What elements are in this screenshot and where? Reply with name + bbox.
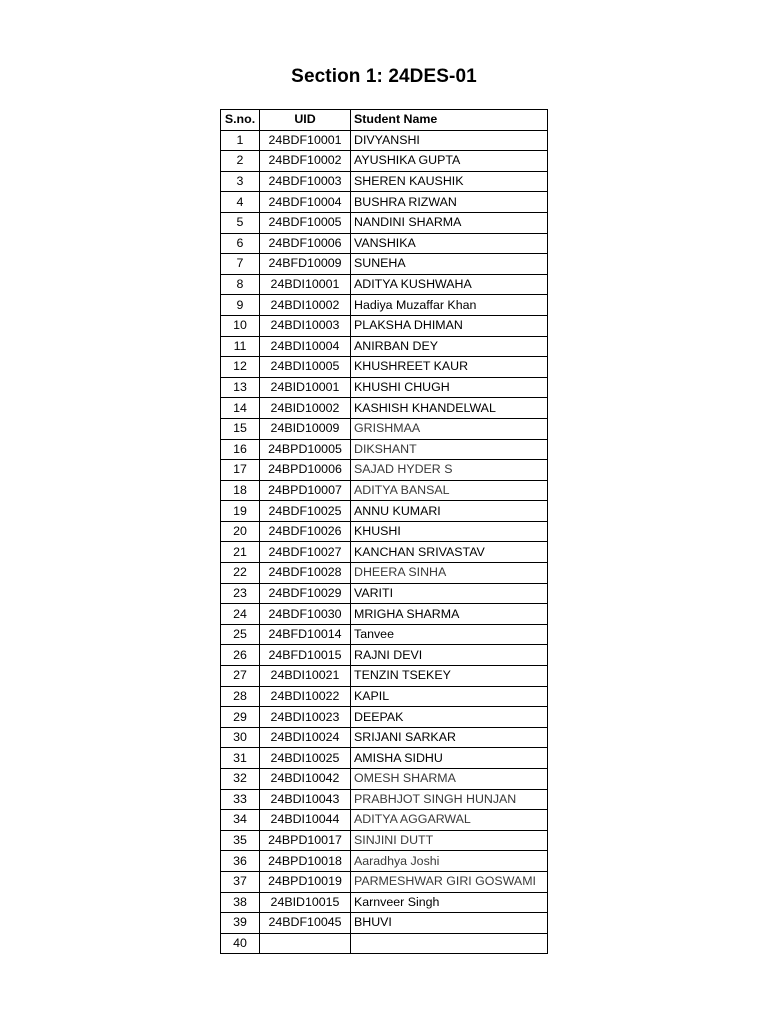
cell-uid: 24BDI10002 bbox=[260, 295, 351, 316]
cell-uid: 24BDI10024 bbox=[260, 727, 351, 748]
table-row bbox=[221, 171, 548, 192]
cell-student-name: KHUSHI CHUGH bbox=[351, 377, 548, 398]
page-title: Section 1: 24DES-01 bbox=[291, 66, 477, 87]
cell-sno: 8 bbox=[221, 274, 260, 295]
table-row bbox=[221, 769, 548, 790]
cell-student-name: SINJINI DUTT bbox=[351, 830, 548, 851]
cell-student-name: SHEREN KAUSHIK bbox=[351, 171, 548, 192]
cell-sno: 9 bbox=[221, 295, 260, 316]
cell-sno: 39 bbox=[221, 913, 260, 934]
cell-sno: 17 bbox=[221, 460, 260, 481]
cell-sno: 10 bbox=[221, 315, 260, 336]
cell-uid: 24BPD10017 bbox=[260, 830, 351, 851]
table-row bbox=[221, 830, 548, 851]
table-row bbox=[221, 810, 548, 831]
cell-student-name: DIVYANSHI bbox=[351, 130, 548, 151]
cell-uid: 24BDF10045 bbox=[260, 913, 351, 934]
cell-uid: 24BFD10015 bbox=[260, 645, 351, 666]
cell-sno: 4 bbox=[221, 192, 260, 213]
table-row bbox=[221, 192, 548, 213]
table-row bbox=[221, 130, 548, 151]
cell-uid: 24BDI10001 bbox=[260, 274, 351, 295]
cell-sno: 26 bbox=[221, 645, 260, 666]
cell-sno: 30 bbox=[221, 727, 260, 748]
cell-student-name: MRIGHA SHARMA bbox=[351, 604, 548, 625]
cell-student-name: BUSHRA RIZWAN bbox=[351, 192, 548, 213]
cell-sno: 24 bbox=[221, 604, 260, 625]
cell-sno: 29 bbox=[221, 707, 260, 728]
cell-student-name: Aaradhya Joshi bbox=[351, 851, 548, 872]
table-header-row bbox=[221, 110, 548, 131]
cell-uid: 24BDI10005 bbox=[260, 357, 351, 378]
cell-student-name: SAJAD HYDER S bbox=[351, 460, 548, 481]
cell-student-name: AYUSHIKA GUPTA bbox=[351, 151, 548, 172]
table-row bbox=[221, 727, 548, 748]
table-row bbox=[221, 604, 548, 625]
table-row bbox=[221, 151, 548, 172]
cell-uid: 24BFD10014 bbox=[260, 624, 351, 645]
cell-uid: 24BID10009 bbox=[260, 418, 351, 439]
table-row bbox=[221, 233, 548, 254]
cell-sno: 27 bbox=[221, 666, 260, 687]
cell-uid: 24BDI10003 bbox=[260, 315, 351, 336]
table-row bbox=[221, 254, 548, 275]
column-header-sno: S.no. bbox=[221, 110, 260, 131]
cell-uid: 24BFD10009 bbox=[260, 254, 351, 275]
cell-student-name: ADITYA AGGARWAL bbox=[351, 810, 548, 831]
cell-student-name: KHUSHI bbox=[351, 521, 548, 542]
cell-uid: 24BDI10022 bbox=[260, 686, 351, 707]
table-body bbox=[221, 130, 548, 954]
cell-student-name: VANSHIKA bbox=[351, 233, 548, 254]
table-row bbox=[221, 871, 548, 892]
table-row bbox=[221, 645, 548, 666]
cell-student-name: DHEERA SINHA bbox=[351, 563, 548, 584]
cell-uid: 24BDI10042 bbox=[260, 769, 351, 790]
cell-uid: 24BDF10029 bbox=[260, 583, 351, 604]
table-row bbox=[221, 913, 548, 934]
cell-uid: 24BDF10028 bbox=[260, 563, 351, 584]
cell-sno: 31 bbox=[221, 748, 260, 769]
table-row bbox=[221, 542, 548, 563]
cell-uid: 24BID10002 bbox=[260, 398, 351, 419]
column-header-uid: UID bbox=[260, 110, 351, 131]
table-row bbox=[221, 521, 548, 542]
cell-uid: 24BPD10018 bbox=[260, 851, 351, 872]
cell-sno: 40 bbox=[221, 933, 260, 954]
cell-student-name: GRISHMAA bbox=[351, 418, 548, 439]
cell-student-name: OMESH SHARMA bbox=[351, 769, 548, 790]
cell-sno: 35 bbox=[221, 830, 260, 851]
cell-student-name: BHUVI bbox=[351, 913, 548, 934]
column-header-student-name: Student Name bbox=[351, 110, 548, 131]
cell-sno: 6 bbox=[221, 233, 260, 254]
cell-student-name bbox=[351, 933, 548, 954]
table-row bbox=[221, 892, 548, 913]
table-row bbox=[221, 418, 548, 439]
table-row bbox=[221, 274, 548, 295]
table-row bbox=[221, 315, 548, 336]
cell-uid: 24BDF10025 bbox=[260, 501, 351, 522]
cell-student-name: NANDINI SHARMA bbox=[351, 212, 548, 233]
cell-uid: 24BPD10007 bbox=[260, 480, 351, 501]
cell-uid: 24BDF10030 bbox=[260, 604, 351, 625]
cell-sno: 36 bbox=[221, 851, 260, 872]
table-row bbox=[221, 851, 548, 872]
cell-student-name: KAPIL bbox=[351, 686, 548, 707]
cell-student-name: Hadiya Muzaffar Khan bbox=[351, 295, 548, 316]
cell-sno: 25 bbox=[221, 624, 260, 645]
cell-uid: 24BDI10025 bbox=[260, 748, 351, 769]
cell-sno: 2 bbox=[221, 151, 260, 172]
cell-student-name: VARITI bbox=[351, 583, 548, 604]
cell-uid: 24BDF10002 bbox=[260, 151, 351, 172]
cell-sno: 21 bbox=[221, 542, 260, 563]
cell-student-name: KHUSHREET KAUR bbox=[351, 357, 548, 378]
cell-uid: 24BDI10044 bbox=[260, 810, 351, 831]
cell-student-name: PRABHJOT SINGH HUNJAN bbox=[351, 789, 548, 810]
cell-uid: 24BPD10019 bbox=[260, 871, 351, 892]
cell-student-name: PARMESHWAR GIRI GOSWAMI bbox=[351, 871, 548, 892]
cell-student-name: Tanvee bbox=[351, 624, 548, 645]
table-row bbox=[221, 377, 548, 398]
cell-sno: 32 bbox=[221, 769, 260, 790]
cell-sno: 33 bbox=[221, 789, 260, 810]
table-row bbox=[221, 707, 548, 728]
cell-student-name: ANIRBAN DEY bbox=[351, 336, 548, 357]
cell-sno: 22 bbox=[221, 563, 260, 584]
cell-uid: 24BDI10021 bbox=[260, 666, 351, 687]
cell-sno: 13 bbox=[221, 377, 260, 398]
cell-student-name: RAJNI DEVI bbox=[351, 645, 548, 666]
table-row bbox=[221, 501, 548, 522]
cell-sno: 11 bbox=[221, 336, 260, 357]
cell-uid: 24BDF10003 bbox=[260, 171, 351, 192]
cell-sno: 7 bbox=[221, 254, 260, 275]
student-roster-table bbox=[220, 109, 548, 954]
table-row bbox=[221, 439, 548, 460]
table-row bbox=[221, 398, 548, 419]
cell-sno: 5 bbox=[221, 212, 260, 233]
cell-uid: 24BDF10006 bbox=[260, 233, 351, 254]
table-row bbox=[221, 295, 548, 316]
table-row bbox=[221, 789, 548, 810]
cell-uid: 24BPD10006 bbox=[260, 460, 351, 481]
table-row bbox=[221, 336, 548, 357]
table-row bbox=[221, 480, 548, 501]
cell-uid: 24BPD10005 bbox=[260, 439, 351, 460]
table-row bbox=[221, 624, 548, 645]
cell-sno: 37 bbox=[221, 871, 260, 892]
cell-sno: 14 bbox=[221, 398, 260, 419]
table-row bbox=[221, 460, 548, 481]
cell-uid bbox=[260, 933, 351, 954]
cell-sno: 28 bbox=[221, 686, 260, 707]
cell-student-name: Karnveer Singh bbox=[351, 892, 548, 913]
table-row bbox=[221, 748, 548, 769]
cell-sno: 23 bbox=[221, 583, 260, 604]
cell-sno: 19 bbox=[221, 501, 260, 522]
cell-student-name: PLAKSHA DHIMAN bbox=[351, 315, 548, 336]
cell-sno: 1 bbox=[221, 130, 260, 151]
cell-sno: 16 bbox=[221, 439, 260, 460]
cell-student-name: SUNEHA bbox=[351, 254, 548, 275]
table-row bbox=[221, 563, 548, 584]
cell-student-name: ANNU KUMARI bbox=[351, 501, 548, 522]
cell-student-name: TENZIN TSEKEY bbox=[351, 666, 548, 687]
cell-uid: 24BDF10027 bbox=[260, 542, 351, 563]
cell-student-name: DIKSHANT bbox=[351, 439, 548, 460]
cell-uid: 24BDI10023 bbox=[260, 707, 351, 728]
cell-uid: 24BDF10026 bbox=[260, 521, 351, 542]
cell-student-name: SRIJANI SARKAR bbox=[351, 727, 548, 748]
table-row bbox=[221, 933, 548, 954]
cell-student-name: ADITYA KUSHWAHA bbox=[351, 274, 548, 295]
table-row bbox=[221, 212, 548, 233]
cell-sno: 15 bbox=[221, 418, 260, 439]
cell-uid: 24BID10015 bbox=[260, 892, 351, 913]
cell-student-name: KANCHAN SRIVASTAV bbox=[351, 542, 548, 563]
cell-uid: 24BDI10004 bbox=[260, 336, 351, 357]
cell-sno: 20 bbox=[221, 521, 260, 542]
cell-uid: 24BDI10043 bbox=[260, 789, 351, 810]
cell-student-name: ADITYA BANSAL bbox=[351, 480, 548, 501]
table-row bbox=[221, 686, 548, 707]
table-row bbox=[221, 357, 548, 378]
cell-uid: 24BDF10005 bbox=[260, 212, 351, 233]
table-row bbox=[221, 666, 548, 687]
cell-uid: 24BDF10001 bbox=[260, 130, 351, 151]
cell-uid: 24BDF10004 bbox=[260, 192, 351, 213]
cell-student-name: AMISHA SIDHU bbox=[351, 748, 548, 769]
cell-sno: 3 bbox=[221, 171, 260, 192]
cell-student-name: DEEPAK bbox=[351, 707, 548, 728]
cell-sno: 12 bbox=[221, 357, 260, 378]
cell-student-name: KASHISH KHANDELWAL bbox=[351, 398, 548, 419]
cell-uid: 24BID10001 bbox=[260, 377, 351, 398]
cell-sno: 38 bbox=[221, 892, 260, 913]
cell-sno: 34 bbox=[221, 810, 260, 831]
table-row bbox=[221, 583, 548, 604]
cell-sno: 18 bbox=[221, 480, 260, 501]
